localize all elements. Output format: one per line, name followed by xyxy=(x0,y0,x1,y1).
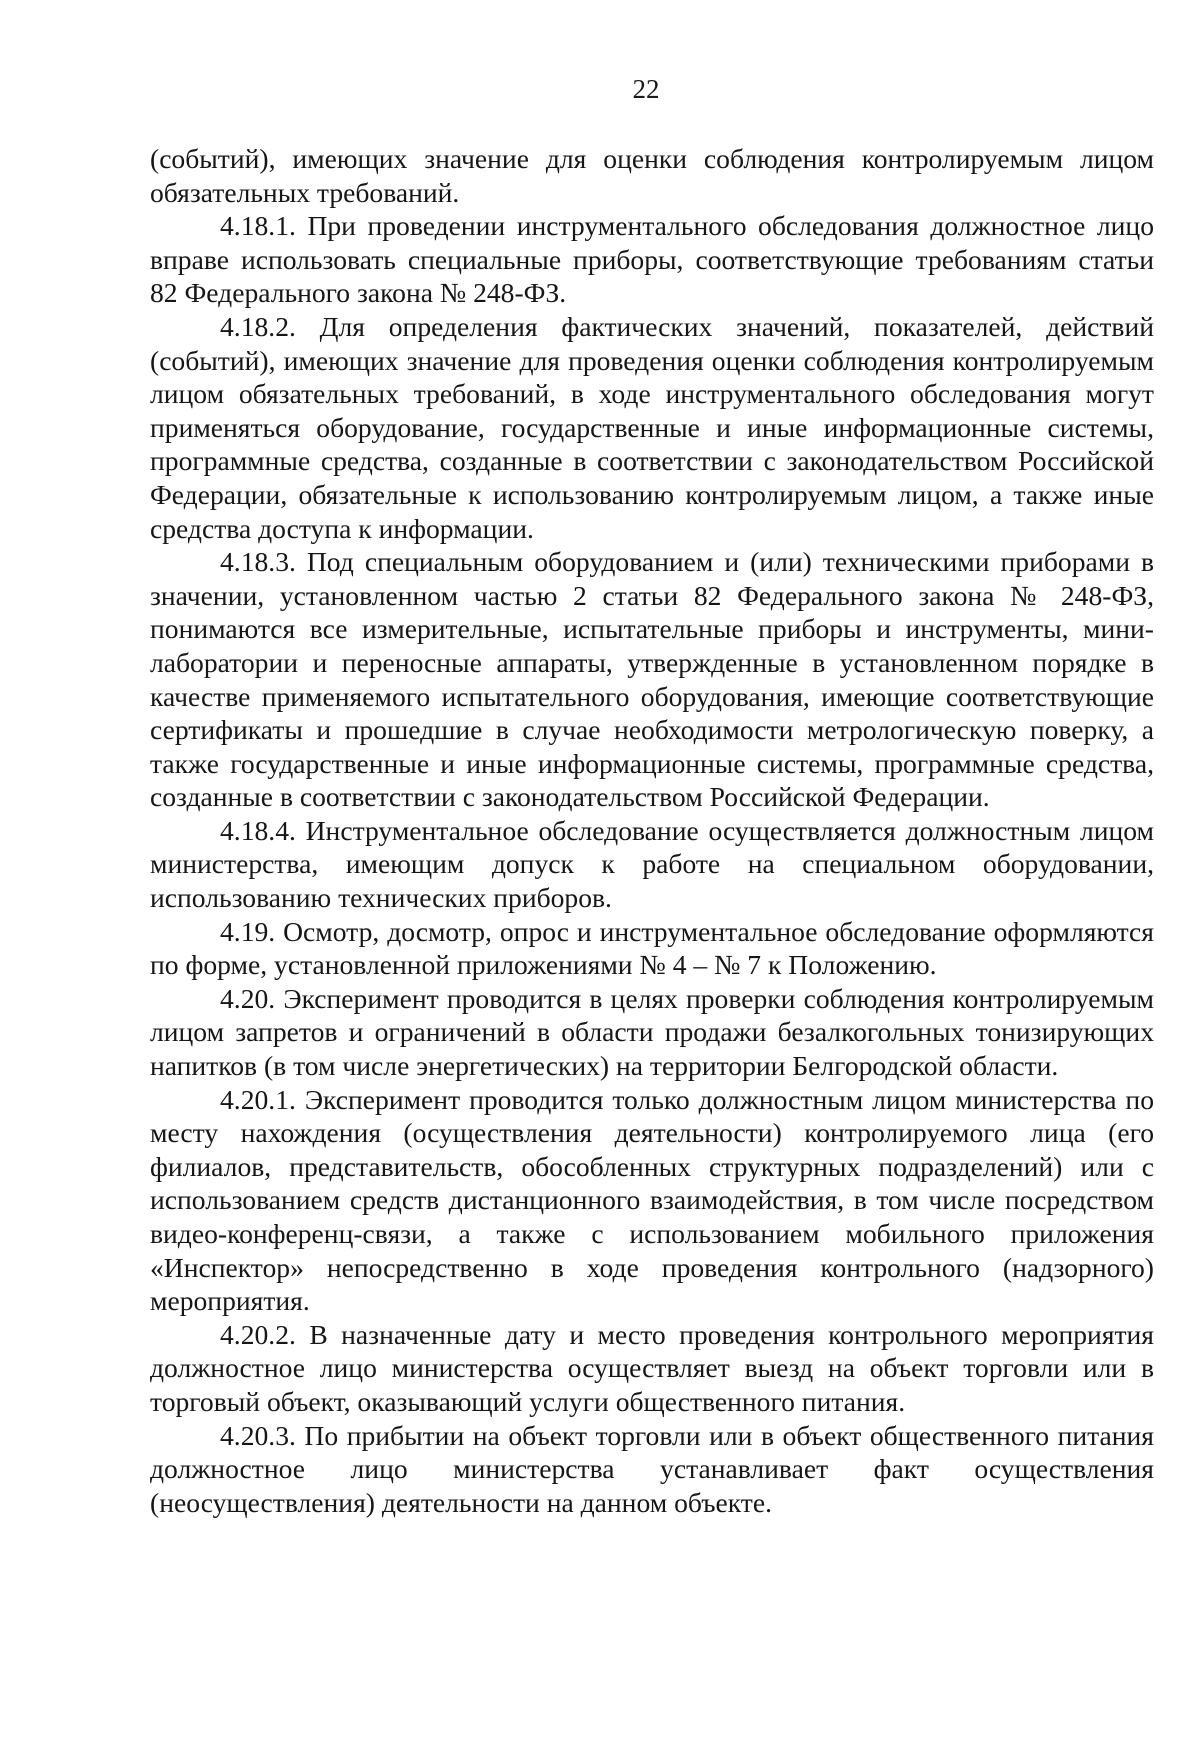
paragraph-continuation: (событий), имеющих значение для оценки соблюдения контролируемым лицом обязательных требований. xyxy=(150,143,1154,208)
paragraph-4-18-2: 4.18.2. Для определения фактических значений, показателей, действий (событий), имеющих значение для проведения оценки соблюдения контролируемым лицом обязательных требований, в ходе инструментального обследования могут применяться оборудование, государственные и иные информационные системы, программные средства, созданные в соответствии с законодательством Российской Федерации, обязательные к использованию контролируемым лицом, а также иные средства доступа к информации. xyxy=(150,310,1154,544)
document-body xyxy=(150,142,1154,1519)
paragraph-4-18-4: 4.18.4. Инструментальное обследование осуществляется должностным лицом министерства, имеющим допуск к работе на специальном оборудовании, использованию технических приборов. xyxy=(150,814,1154,914)
paragraph-4-20-1: 4.20.1. Эксперимент проводится только должностным лицом министерства по месту нахождения (осуществления деятельности) контролируемого лица (его филиалов, представительств, обособленных структурных подразделений) или с использованием средств дистанционного взаимодействия, в том числе посредством видео-конференц-связи, а также с использованием мобильного приложения «Инспектор» непосредственно в ходе проведения контрольного (надзорного) мероприятия. xyxy=(150,1083,1154,1317)
paragraph-4-20-3: 4.20.3. По прибытии на объект торговли или в объект общественного питания должностное лицо министерства устанавливает факт осуществления (неосуществления) деятельности на данном объекте. xyxy=(150,1419,1154,1518)
page-number: 22 xyxy=(632,74,660,104)
paragraph-4-18-1: 4.18.1. При проведении инструментального обследования должностное лицо вправе использовать специальные приборы, соответствующие требованиям статьи 82 Федерального закона № 248-ФЗ. xyxy=(150,210,1154,309)
paragraph-4-18-3: 4.18.3. Под специальным оборудованием и (или) техническими приборами в значении, установленном частью 2 статьи 82 Федерального закона № 248-ФЗ, понимаются все измерительные, испытательные приборы и инструменты, мини-лаборатории и переносные аппараты, утвержденные в установленном порядке в качестве применяемого испытательного оборудования, имеющие соответствующие сертификаты и прошедшие в случае необходимости метрологическую поверку, а также государственные и иные информационные системы, программные средства, созданные в соответствии с законодательством Российской Федерации. xyxy=(150,546,1154,813)
paragraph-4-19: 4.19. Осмотр, досмотр, опрос и инструментальное обследование оформляются по форме, установленной приложениями № 4 – № 7 к Положению. xyxy=(150,915,1154,981)
paragraph-4-20: 4.20. Эксперимент проводится в целях проверки соблюдения контролируемым лицом запретов и ограничений в области продажи безалкогольных тонизирующих напитков (в том числе энергетических) на территории Белгородской области. xyxy=(150,982,1154,1082)
paragraph-4-20-2: 4.20.2. В назначенные дату и место проведения контрольного мероприятия должностное лицо министерства осуществляет выезд на объект торговли или в торговый объект, оказывающий услуги общественного питания. xyxy=(150,1318,1154,1417)
